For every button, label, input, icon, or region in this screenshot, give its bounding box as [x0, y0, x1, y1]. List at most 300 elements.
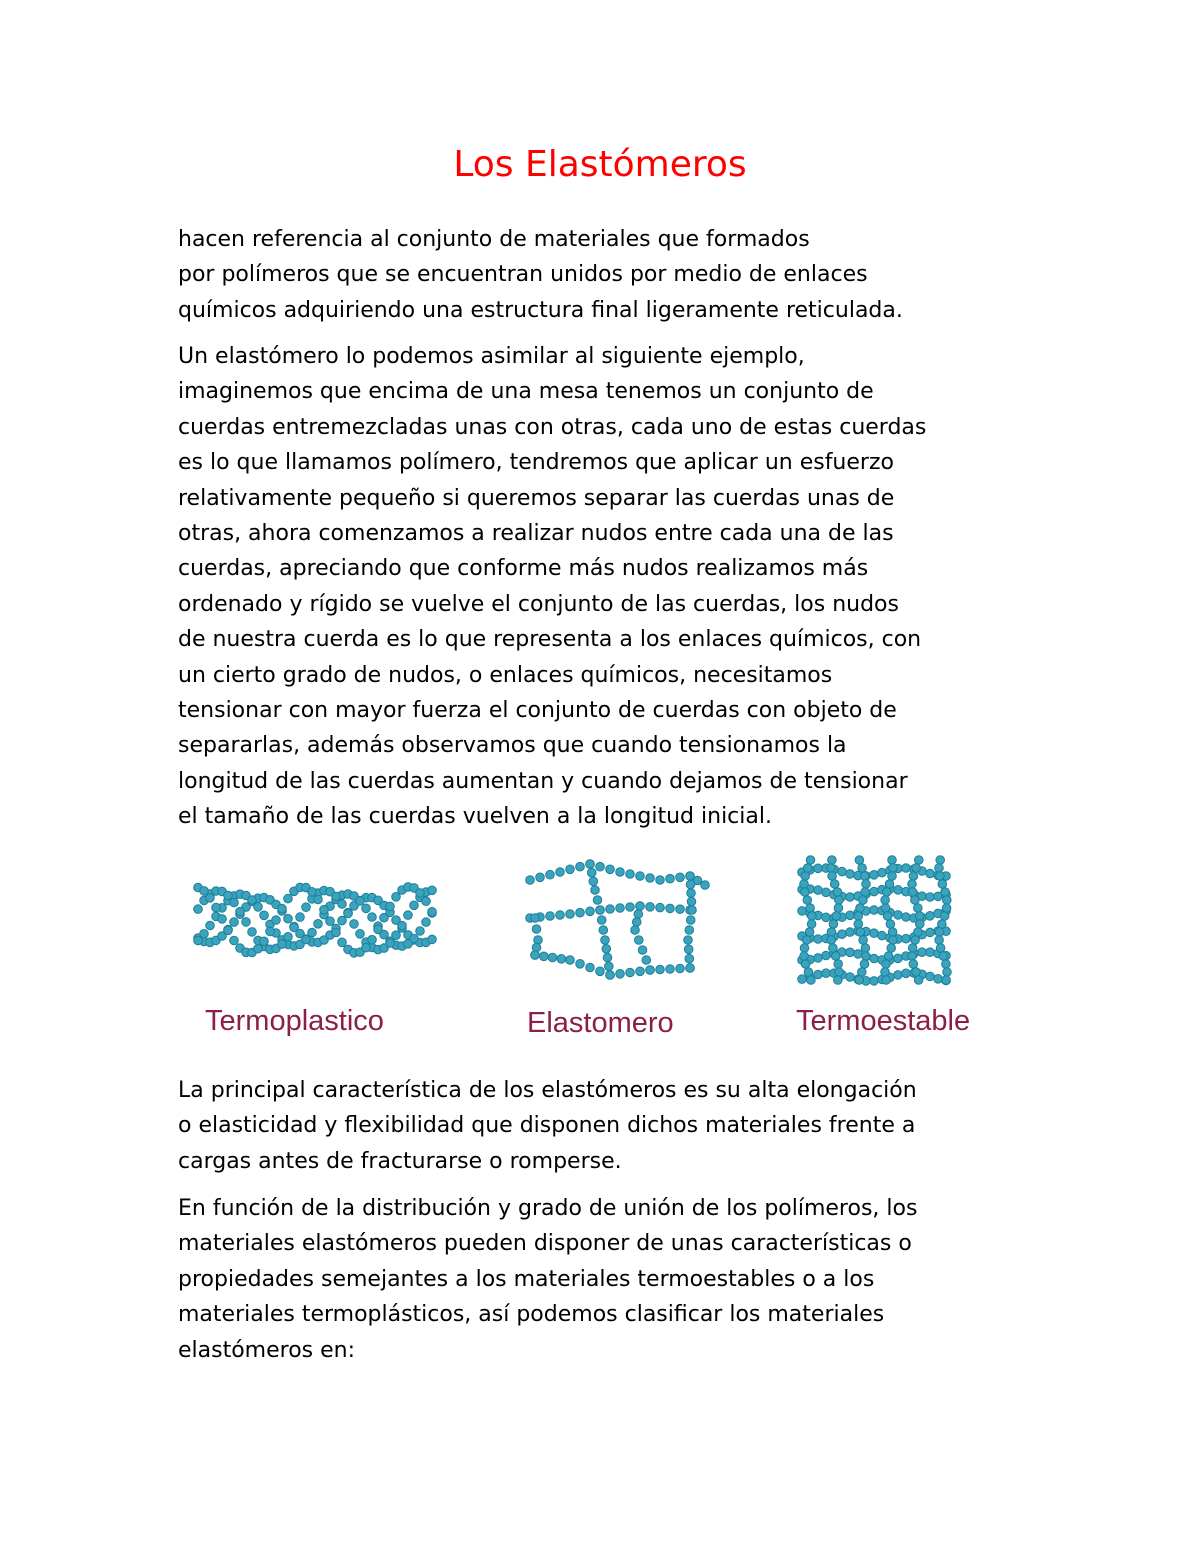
- polymer-bead: [918, 948, 927, 957]
- polymer-bead: [829, 920, 838, 929]
- polymer-bead: [531, 951, 540, 960]
- polymer-bead: [636, 872, 645, 881]
- polymer-bead: [909, 960, 918, 969]
- polymer-bead: [926, 869, 935, 878]
- polymer-bead: [636, 902, 645, 911]
- text-line: químicos adquiriendo una estructura final ligeramente reticulada.: [178, 297, 903, 323]
- polymer-bead: [803, 864, 812, 873]
- polymer-bead: [909, 872, 918, 881]
- polymer-bead: [338, 916, 347, 925]
- polymer-bead: [822, 969, 831, 978]
- polymer-bead: [631, 926, 640, 935]
- polymer-bead: [278, 904, 287, 913]
- polymer-bead: [878, 931, 887, 940]
- polymer-bead: [834, 976, 843, 985]
- polymer-bead: [597, 916, 606, 925]
- polymer-bead: [350, 920, 359, 929]
- polymer-bead: [846, 893, 855, 902]
- polymer-structures-illustration: [190, 850, 1020, 1050]
- polymer-bead: [428, 908, 437, 917]
- text-line: imaginemos que encima de una mesa tenemos un conjunto de: [178, 379, 874, 405]
- polymer-bead: [838, 930, 847, 939]
- polymer-bead: [855, 856, 864, 865]
- polymer-bead: [224, 926, 233, 935]
- termoestable-diagram: [798, 856, 952, 986]
- polymer-bead: [684, 945, 693, 954]
- polymer-bead: [642, 956, 651, 965]
- polymer-bead: [626, 903, 635, 912]
- polymer-bead: [914, 928, 923, 937]
- polymer-bead: [656, 965, 665, 974]
- polymer-bead: [278, 940, 287, 949]
- polymer-bead: [686, 964, 695, 973]
- text-line: cuerdas entremezcladas unas con otras, cada uno de estas cuerdas: [178, 414, 927, 440]
- polymer-bead: [586, 860, 595, 869]
- text-line: elastómeros en:: [178, 1337, 356, 1363]
- polymer-bead: [386, 939, 395, 948]
- polymer-bead: [687, 889, 696, 898]
- polymer-bead: [616, 970, 625, 979]
- polymer-bead: [656, 903, 665, 912]
- polymer-bead: [943, 968, 952, 977]
- polymer-bead: [894, 911, 903, 920]
- polymer-structures-figure: [190, 850, 1020, 1050]
- polymer-bead: [194, 905, 203, 914]
- polymer-bead: [908, 888, 917, 897]
- polymer-bead: [940, 912, 949, 921]
- polymer-bead: [908, 952, 917, 961]
- polymer-bead: [344, 909, 353, 918]
- polymer-bead: [856, 928, 865, 937]
- polymer-bead: [606, 905, 615, 914]
- polymer-bead: [200, 887, 209, 896]
- polymer-bead: [911, 896, 920, 905]
- polymer-bead: [888, 928, 897, 937]
- polymer-bead: [656, 876, 665, 885]
- polymer-bead: [859, 896, 868, 905]
- polymer-bead: [605, 962, 614, 971]
- polymer-bead: [634, 910, 643, 919]
- text-line: materiales elastómeros pueden disponer de unas características o: [178, 1231, 912, 1257]
- polymer-bead: [422, 897, 431, 906]
- polymer-bead: [935, 864, 944, 873]
- text-line: propiedades semejantes a los materiales termoestables o a los: [178, 1266, 875, 1292]
- polymer-bead: [814, 935, 823, 944]
- polymer-bead: [392, 893, 401, 902]
- text-line: ordenado y rígido se vuelve el conjunto de las cuerdas, los nudos: [178, 591, 899, 617]
- polymer-bead: [676, 873, 685, 882]
- paragraph-classification: [178, 1191, 917, 1368]
- polymer-bead: [356, 930, 365, 939]
- polymer-bead: [368, 913, 377, 922]
- polymer-bead: [314, 895, 323, 904]
- polymer-bead: [800, 944, 809, 953]
- text-line: un cierto grado de nudos, o enlaces químicos, necesitamos: [178, 662, 833, 688]
- polymer-bead: [576, 960, 585, 969]
- polymer-bead: [916, 920, 925, 929]
- polymer-bead: [556, 911, 565, 920]
- polymer-bead: [566, 956, 575, 965]
- polymer-bead: [260, 937, 269, 946]
- polymer-bead: [870, 887, 879, 896]
- polymer-bead: [886, 920, 895, 929]
- polymer-bead: [206, 894, 215, 903]
- polymer-bead: [368, 935, 377, 944]
- polymer-bead: [804, 968, 813, 977]
- polymer-bead: [320, 905, 329, 914]
- polymer-bead: [942, 976, 951, 985]
- text-line: cuerdas, apreciando que conforme más nudos realizamos más: [178, 556, 869, 582]
- polymer-bead: [801, 960, 810, 969]
- polymer-bead: [926, 928, 935, 937]
- polymer-bead: [596, 967, 605, 976]
- text-line: tensionar con mayor fuerza el conjunto de cuerdas con objeto de: [178, 698, 897, 724]
- polymer-bead: [878, 868, 887, 877]
- polymer-bead: [803, 896, 812, 905]
- text-line: separarlas, además observamos que cuando tensionamos la: [178, 733, 847, 759]
- polymer-bead: [626, 870, 635, 879]
- polymer-bead: [861, 888, 870, 897]
- polymer-bead: [914, 976, 923, 985]
- polymer-bead: [546, 912, 555, 921]
- polymer-bead: [410, 934, 419, 943]
- polymer-bead: [829, 944, 838, 953]
- polymer-bead: [254, 903, 263, 912]
- polymer-bead: [646, 903, 655, 912]
- polymer-bead: [676, 905, 685, 914]
- polymer-bead: [566, 865, 575, 874]
- polymer-bead: [685, 954, 694, 963]
- polymer-bead: [272, 916, 281, 925]
- polymer-bead: [798, 907, 807, 916]
- polymer-bead: [911, 936, 920, 945]
- polymer-bead: [828, 856, 837, 865]
- polymer-bead: [902, 913, 911, 922]
- text-line: Un elastómero lo podemos asimilar al siguiente ejemplo,: [178, 344, 805, 369]
- polymer-bead: [856, 904, 865, 913]
- polymer-bead: [831, 952, 840, 961]
- polymer-bead: [881, 904, 890, 913]
- polymer-bead: [248, 928, 257, 937]
- polymer-bead: [832, 912, 841, 921]
- polymer-bead: [926, 972, 935, 981]
- text-line: hacen referencia al conjunto de materiales que formados: [178, 227, 810, 252]
- text-line: de nuestra cuerda es lo que representa a los enlaces químicos, con: [178, 627, 922, 653]
- polymer-bead: [338, 938, 347, 947]
- polymer-bead: [822, 888, 831, 897]
- polymer-bead: [308, 888, 317, 897]
- polymer-bead: [846, 948, 855, 957]
- polymer-bead: [603, 953, 612, 962]
- polymer-bead: [616, 868, 625, 877]
- polymer-bead: [606, 971, 615, 980]
- polymer-bead: [200, 930, 209, 939]
- polymer-bead: [540, 952, 549, 961]
- polymer-bead: [531, 914, 540, 923]
- polymer-bead: [894, 954, 903, 963]
- polymer-bead: [687, 897, 696, 906]
- polymer-bead: [428, 935, 437, 944]
- polymer-bead: [230, 936, 239, 945]
- polymer-bead: [284, 914, 293, 923]
- polymer-bead: [314, 920, 323, 929]
- polymer-bead: [230, 918, 239, 927]
- polymer-bead: [290, 923, 299, 932]
- polymer-bead: [943, 896, 952, 905]
- polymer-bead: [386, 902, 395, 911]
- polymer-bead: [846, 973, 855, 982]
- polymer-bead: [576, 908, 585, 917]
- polymer-bead: [882, 976, 891, 985]
- polymer-bead: [827, 928, 836, 937]
- polymer-bead: [854, 950, 863, 959]
- polymer-bead: [593, 896, 602, 905]
- paragraph-example: [178, 339, 926, 835]
- polymer-bead: [828, 872, 837, 881]
- page-title: Los Elastómeros: [453, 144, 747, 185]
- polymer-bead: [926, 912, 935, 921]
- label-termoplastico: Termoplastico: [205, 1005, 384, 1037]
- polymer-bead: [942, 904, 951, 913]
- text-line: o elasticidad y flexibilidad que disponen dichos materiales frente a: [178, 1113, 916, 1139]
- paragraph-definition: [178, 222, 903, 328]
- polymer-bead: [938, 920, 947, 929]
- polymer-bead: [806, 856, 815, 865]
- polymer-bead: [806, 904, 815, 913]
- polymer-bead: [646, 966, 655, 975]
- polymer-bead: [686, 916, 695, 925]
- polymer-bead: [242, 918, 251, 927]
- polymer-bead: [870, 929, 879, 938]
- polymer-bead: [416, 927, 425, 936]
- polymer-bead: [800, 880, 809, 889]
- polymer-bead: [802, 936, 811, 945]
- polymer-bead: [801, 888, 810, 897]
- paragraph-characteristic: [178, 1073, 917, 1179]
- polymer-bead: [926, 948, 935, 957]
- polymer-bead: [362, 943, 371, 952]
- polymer-bead: [888, 856, 897, 865]
- polymer-bead: [855, 976, 864, 985]
- polymer-bead: [362, 904, 371, 913]
- polymer-bead: [586, 907, 595, 916]
- polymer-bead: [912, 864, 921, 873]
- polymer-bead: [846, 870, 855, 879]
- polymer-bead: [861, 944, 870, 953]
- polymer-bead: [686, 880, 695, 889]
- polymer-bead: [800, 952, 809, 961]
- polymer-bead: [854, 912, 863, 921]
- polymer-bead: [814, 954, 823, 963]
- text-line: longitud de las cuerdas aumentan y cuando dejamos de tensionar: [178, 768, 908, 794]
- polymer-bead: [846, 928, 855, 937]
- polymer-bead: [422, 918, 431, 927]
- polymer-bead: [798, 975, 807, 984]
- polymer-bead: [254, 944, 263, 953]
- polymer-bead: [532, 925, 541, 934]
- polymer-bead: [638, 946, 647, 955]
- text-line: cargas antes de fracturarse o romperse.: [178, 1148, 622, 1174]
- polymer-bead: [822, 951, 831, 960]
- polymer-bead: [416, 889, 425, 898]
- polymer-bead: [206, 921, 215, 930]
- polymer-bead: [556, 868, 565, 877]
- polymer-bead: [858, 864, 867, 873]
- polymer-bead: [326, 917, 335, 926]
- polymer-bead: [902, 969, 911, 978]
- polymer-bead: [814, 864, 823, 873]
- polymer-bead: [894, 971, 903, 980]
- polymer-bead: [830, 880, 839, 889]
- polymer-bead: [576, 862, 585, 871]
- text-line: En función de la distribución y grado de unión de los polímeros, los: [178, 1196, 918, 1221]
- polymer-bead: [883, 912, 892, 921]
- polymer-bead: [666, 965, 675, 974]
- polymer-bead: [236, 907, 245, 916]
- polymer-bead: [870, 977, 879, 986]
- polymer-bead: [636, 967, 645, 976]
- polymer-bead: [884, 952, 893, 961]
- polymer-bead: [822, 913, 831, 922]
- polymer-bead: [908, 944, 917, 953]
- polymer-bead: [596, 906, 605, 915]
- polymer-bead: [915, 856, 924, 865]
- polymer-bead: [392, 931, 401, 940]
- text-line: otras, ahora comenzamos a realizar nudos entre cada una de las: [178, 521, 894, 547]
- polymer-bead: [870, 906, 879, 915]
- polymer-bead: [587, 868, 596, 877]
- polymer-bead: [410, 901, 419, 910]
- polymer-bead: [859, 936, 868, 945]
- polymer-bead: [601, 936, 610, 945]
- polymer-bead: [908, 880, 917, 889]
- polymer-bead: [835, 896, 844, 905]
- polymer-bead: [404, 911, 413, 920]
- polymer-bead: [838, 867, 847, 876]
- polymer-bead: [807, 976, 816, 985]
- polymer-bead: [632, 918, 641, 927]
- polymer-bead: [835, 968, 844, 977]
- polymer-bead: [902, 934, 911, 943]
- polymer-bead: [902, 864, 911, 873]
- polymer-bead: [846, 911, 855, 920]
- polymer-bead: [646, 874, 655, 883]
- polymer-bead: [338, 900, 347, 909]
- polymer-bead: [936, 872, 945, 881]
- polymer-bead: [885, 880, 894, 889]
- polymer-bead: [935, 928, 944, 937]
- polymer-bead: [854, 920, 863, 929]
- polymer-bead: [926, 893, 935, 902]
- polymer-bead: [596, 862, 605, 871]
- polymer-bead: [887, 944, 896, 953]
- polymer-bead: [915, 912, 924, 921]
- polymer-bead: [834, 960, 843, 969]
- polymer-bead: [302, 903, 311, 912]
- polymer-bead: [536, 873, 545, 882]
- polymer-bead: [626, 968, 635, 977]
- polymer-bead: [248, 896, 257, 905]
- polymer-bead: [814, 886, 823, 895]
- polymer-bead: [862, 880, 871, 889]
- polymer-bead: [827, 936, 836, 945]
- polymer-bead: [860, 872, 869, 881]
- polymer-bead: [941, 888, 950, 897]
- polymer-bead: [666, 904, 675, 913]
- polymer-bead: [942, 960, 951, 969]
- termoplastico-diagram: [194, 883, 437, 958]
- polymer-bead: [684, 936, 693, 945]
- polymer-bead: [858, 968, 867, 977]
- polymer-bead: [260, 911, 269, 920]
- polymer-bead: [914, 904, 923, 913]
- polymer-bead: [224, 891, 233, 900]
- polymer-bead: [591, 886, 600, 895]
- polymer-bead: [860, 960, 869, 969]
- polymer-bead: [546, 870, 555, 879]
- polymer-bead: [606, 865, 615, 874]
- polymer-bead: [870, 871, 879, 880]
- polymer-bead: [881, 968, 890, 977]
- polymer-bead: [635, 936, 644, 945]
- polymer-bead: [935, 936, 944, 945]
- polymer-bead: [666, 874, 675, 883]
- polymer-bead: [701, 881, 710, 890]
- text-line: La principal característica de los elastómeros es su alta elongación: [178, 1078, 917, 1103]
- polymer-bead: [302, 935, 311, 944]
- polymer-bead: [566, 910, 575, 919]
- polymer-bead: [936, 944, 945, 953]
- polymer-bead: [881, 896, 890, 905]
- polymer-bead: [218, 915, 227, 924]
- polymer-bead: [862, 952, 871, 961]
- polymer-bead: [688, 906, 697, 915]
- polymer-bead: [296, 913, 305, 922]
- polymer-bead: [284, 933, 293, 942]
- text-line: el tamaño de las cuerdas vuelven a la longitud inicial.: [178, 804, 772, 830]
- polymer-bead: [936, 856, 945, 865]
- polymer-bead: [882, 888, 891, 897]
- polymer-bead: [380, 913, 389, 922]
- polymer-bead: [284, 894, 293, 903]
- polymer-bead: [356, 897, 365, 906]
- polymer-bead: [230, 898, 239, 907]
- polymer-bead: [332, 892, 341, 901]
- polymer-bead: [939, 952, 948, 961]
- elastomero-diagram: [526, 860, 710, 980]
- polymer-bead: [833, 888, 842, 897]
- polymer-bead: [602, 945, 611, 954]
- polymer-bead: [332, 928, 341, 937]
- label-elastomero: Elastomero: [527, 1007, 674, 1039]
- polymer-bead: [870, 954, 879, 963]
- polymer-bead: [685, 926, 694, 935]
- polymer-bead: [428, 886, 437, 895]
- polymer-bead: [557, 955, 566, 964]
- polymer-bead: [586, 963, 595, 972]
- polymer-bead: [374, 925, 383, 934]
- polymer-bead: [938, 880, 947, 889]
- polymer-bead: [808, 912, 817, 921]
- polymer-bead: [686, 872, 695, 881]
- polymer-bead: [807, 920, 816, 929]
- polymer-bead: [889, 864, 898, 873]
- polymer-bead: [882, 960, 891, 969]
- polymer-bead: [616, 904, 625, 913]
- label-termoestable: Termoestable: [796, 1005, 971, 1037]
- polymer-bead: [526, 876, 535, 885]
- polymer-bead: [827, 864, 836, 873]
